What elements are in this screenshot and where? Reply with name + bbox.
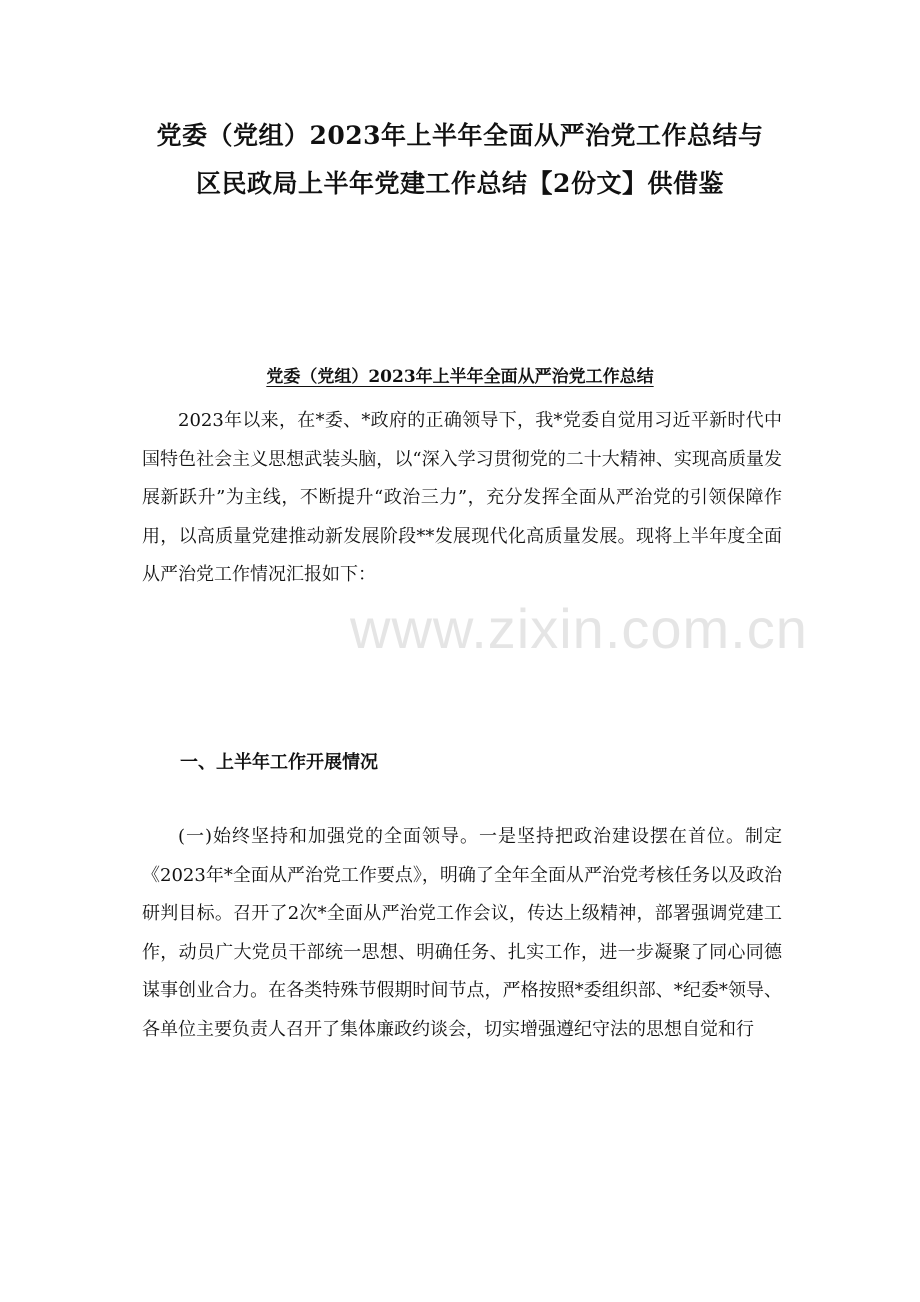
body-paragraph: (一)始终坚持和加强党的全面领导。一是坚持把政治建设摆在首位。制定《2023年*全面从严治党工作要点》，明确了全年全面从严治党考核任务以及政治研判目标。召开了2次*全面从严治党工作会议，传达上级精神，部署强调党建工作，动员广大党员干部统一思想、明确任务、扎实工作，进一步凝聚了同心同德谋事创业合力。在各类特殊节假期时间节点，严格按照*委组织部、*纪委*领导、各单位主要负责人召开了集体廉政约谈会，切实增强遵纪守法的思想自觉和行 bbox=[142, 826, 782, 1040]
watermark: www.zixin.com.cn bbox=[350, 597, 808, 660]
document-title bbox=[120, 112, 800, 208]
heading-level-1: 一、上半年工作开展情况 bbox=[180, 752, 378, 773]
document-title-line-1: 党委（党组）2023年上半年全面从严治党工作总结与 bbox=[156, 121, 764, 150]
document-title-line-2: 区民政局上半年党建工作总结【2份文】供借鉴 bbox=[196, 169, 724, 198]
section-title: 党委（党组）2023年上半年全面从严治党工作总结 bbox=[266, 367, 654, 387]
intro-paragraph: 2023年以来，在*委、*政府的正确领导下，我*党委自觉用习近平新时代中国特色社会主义思想武装头脑，以“深入学习贯彻党的二十大精神、实现高质量发展新跃升”为主线，不断提升“政治三力”，充分发挥全面从严治党的引领保障作用，以高质量党建推动新发展阶段**发展现代化高质量发展。现将上半年度全面从严治党工作情况汇报如下： bbox=[142, 410, 782, 586]
